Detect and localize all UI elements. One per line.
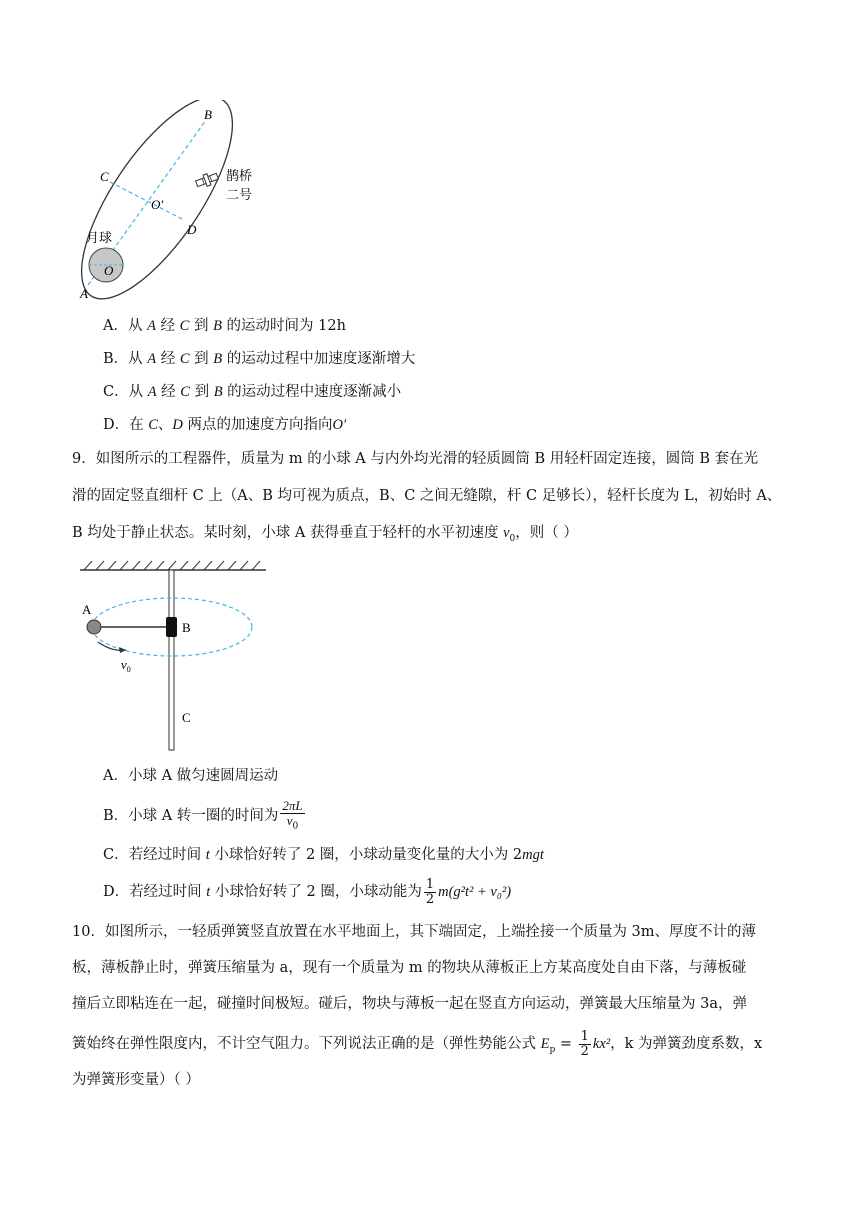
q8-option-d[interactable]: D．在 C、D 两点的加速度方向指向O′ xyxy=(103,417,347,433)
label-O: O xyxy=(104,263,114,278)
label-sat-1: 鹊桥 xyxy=(226,168,253,183)
q9-option-c[interactable]: C．若经过时间 t 小球恰好转了 2 圈，小球动量变化量的大小为 2mgt xyxy=(103,847,544,863)
fig9-label-A: A xyxy=(82,602,92,617)
q10-stem-line1: 10．如图所示，一轻质弹簧竖直放置在水平地面上，其下端固定，上端拴接一个质量为 3m、厚度不计的薄 xyxy=(72,924,757,940)
q9-stem-line2: 滑的固定竖直细杆 C 上（A、B 均可视为质点，B、C 之间无缝隙，杆 C 足够长），轻杆长度为 L，初始时 A、 xyxy=(72,488,782,504)
label-D: D xyxy=(187,222,197,237)
cylinder-b xyxy=(166,617,177,637)
fig9-label-v: $v_0$ xyxy=(121,657,131,674)
rod-c xyxy=(169,570,174,750)
q8-option-b[interactable]: B．从 A 经 C 到 B 的运动过程中加速度逐渐增大 xyxy=(103,351,416,367)
label-sat-2: 二号 xyxy=(226,187,253,202)
q9-option-b[interactable]: B．小球 A 转一圈的时间为 $\frac{2\pi L}{v_0}$ xyxy=(103,797,303,832)
satellite-icon xyxy=(195,171,220,190)
q8-option-a[interactable]: A．从 A 经 C 到 B 的运动时间为 12h xyxy=(103,318,346,334)
q9-option-a[interactable]: A．小球 A 做匀速圆周运动 xyxy=(103,768,279,784)
q10-stem-line4: 簧始终在弹性限度内，不计空气阻力。下列说法正确的是（弹性势能公式 $E_p$ = $\frac{1}{2}$ kx²，k 为弹簧劲度系数，x xyxy=(72,1028,763,1059)
fraction-2piL-v0: $\frac{2\pi L}{v_0}$ xyxy=(282,797,303,832)
fig9-label-C: C xyxy=(182,710,191,725)
label-C: C xyxy=(100,169,109,184)
ball-a xyxy=(87,620,101,634)
q9-stem-line1: 9．如图所示的工程器件，质量为 m 的小球 A 与内外均光滑的轻质圆筒 B 用轻杆固定连接，圆筒 B 套在光 xyxy=(72,451,759,467)
fraction-half: $\frac{1}{2}$ xyxy=(425,876,435,907)
q8-option-c[interactable]: C．从 A 经 C 到 B 的运动过程中速度逐渐减小 xyxy=(103,384,402,400)
label-A: A xyxy=(80,286,88,301)
label-B: B xyxy=(204,107,212,122)
q10-stem-line5: 为弹簧形变量）（ ） xyxy=(72,1072,200,1088)
q10-stem-line2: 板，薄板静止时，弹簧压缩量为 a，现有一个质量为 m 的物块从薄板正上方某高度处自由下落，与薄板碰 xyxy=(72,960,747,976)
q9-stem-line3: B 均处于静止状态。某时刻，小球 A 获得垂直于轻杆的水平初速度 $v_0$，则（ ） xyxy=(72,525,578,544)
orbit-figure xyxy=(60,100,290,305)
rod-figure xyxy=(74,558,274,758)
label-moon: 月球 xyxy=(86,230,113,245)
label-O-prime: O′ xyxy=(151,197,164,212)
fig9-label-B: B xyxy=(182,620,191,635)
fraction-half-k: $\frac{1}{2}$ xyxy=(580,1028,589,1059)
q9-option-d[interactable]: D．若经过时间 t 小球恰好转了 2 圈，小球动能为 $\frac{1}{2}$ m(g²t² + v₀²) xyxy=(103,876,512,907)
q10-stem-line3: 撞后立即粘连在一起，碰撞时间极短。碰后，物块与薄板一起在竖直方向运动，弹簧最大压缩量为 3a，弹 xyxy=(72,996,747,1012)
minor-axis xyxy=(110,182,184,220)
